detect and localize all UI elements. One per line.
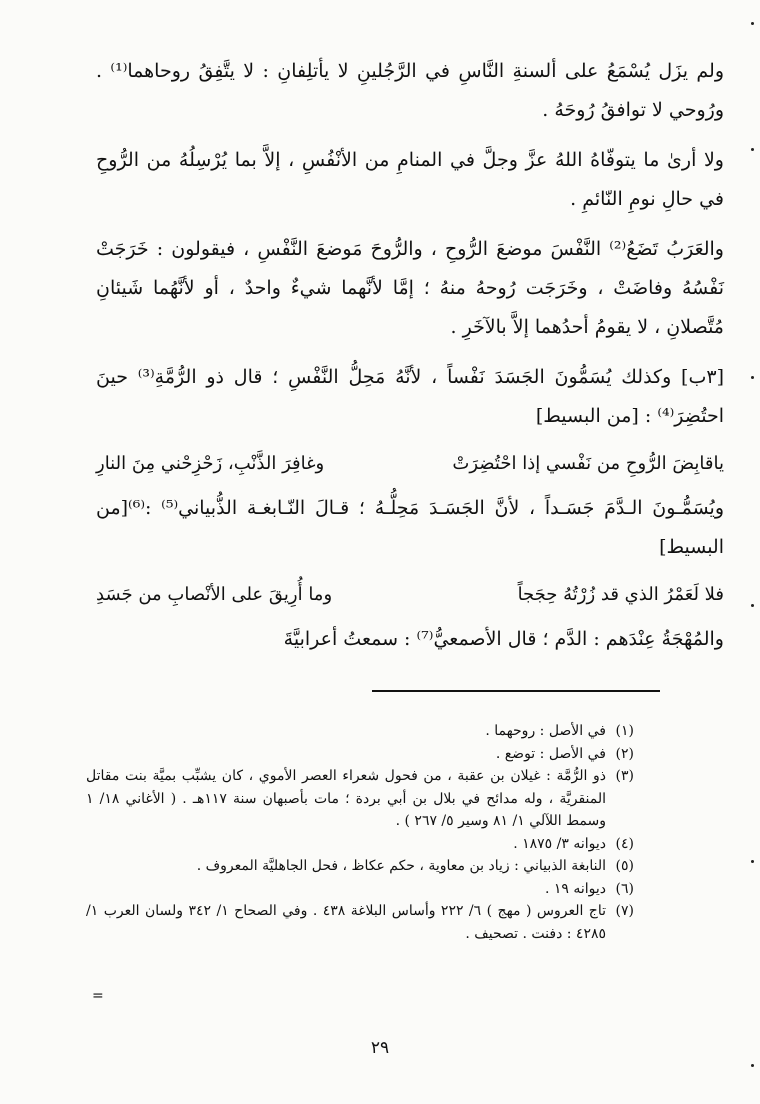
- footnote-text: ديوانه ٣/ ١٨٧٥ .: [513, 835, 606, 852]
- main-text: [96, 52, 724, 659]
- poem-verse: [96, 575, 724, 614]
- footnote-text: في الأصل : روحهما .: [485, 723, 606, 739]
- footnote: [86, 833, 634, 856]
- paragraph: [٣ب] وكذلك يُسَمُّونَ الجَسَدَ نَفْساً ، لأنَّهُ مَحِلُّ النَّفْسِ ؛ قال ذو الرُّمَّةِ⁽³⁾ حينَ احتُضِرَ⁽⁴⁾ : [من البسيط]: [96, 366, 724, 427]
- edge-mark: [751, 1064, 754, 1067]
- paragraph: ولم يزَل يُسْمَعُ على ألسنةِ النَّاسِ في الرَّجُلينِ لا يأتلِفانِ : لا يتَّفِقُ روحاهما⁽¹⁾ . ورُوحي لا توافقُ رُوحَهُ .: [96, 60, 724, 121]
- footnote-separator: [372, 690, 660, 692]
- footnote: [86, 743, 634, 766]
- edge-mark: [751, 376, 754, 379]
- footnote-number: (٣): [615, 768, 634, 784]
- edge-mark: [751, 860, 754, 863]
- poem-verse: [96, 444, 724, 483]
- footnote-number: (٦): [615, 880, 634, 897]
- verse-first-hemistich: فلا لَعَمْرُ الذي قد زُرْتُهُ حِجَجاً: [517, 584, 724, 605]
- footnote-text: تاج العروس ( مهج ) ٦/ ٢٢٢ وأساس البلاغة ٤٣٨ . وفي الصحاح ١/ ٣٤٢ ولسان العرب ١/ ٤٢٨٥ : دفنت . تصحيف .: [86, 903, 607, 942]
- footnote-number: (٥): [615, 858, 634, 874]
- footnote: [86, 878, 634, 901]
- verse-second-hemistich: وما أُرِيقَ على الأنْصابِ من جَسَدِ: [96, 584, 333, 605]
- footnote-number: (٤): [615, 835, 634, 852]
- paragraph: والعَرَبُ تَضَعُ⁽²⁾ النَّفْسَ موضعَ الرُّوحِ ، والرُّوحَ مَوضعَ النَّفْسِ ، فيقولون : خَرَجَتْ نَفْسُهُ وفاضَتْ ، وخَرَجَت رُوحهُ منهُ ؛ إمَّا لأنَّهما شيءٌ واحدٌ ، أو لأنَّهُما شَيئانِ مُتَّصلانِ ، لا يقومُ أحدُهما إلاَّ بالآخَرِ .: [96, 238, 724, 338]
- paragraph: ويُسَمُّـونَ الـدَّمَ جَسَـداً ، لأنَّ الجَسَـدَ مَحِلُّـهُ ؛ قـالَ النّـابغـة الذُّبياني⁽⁵⁾ :⁽⁶⁾[من البسيط]: [96, 497, 725, 558]
- footnotes: [86, 720, 634, 945]
- edge-mark: [751, 148, 754, 151]
- footnote: [86, 855, 634, 878]
- footnote-text: ذو الرُّمَّة : غيلان بن عقبة ، من فحول شعراء العصر الأموي ، كان يشبِّب بميَّة بنت مقاتل المنقريَّة ، وله مدائح في بلال بن أبي بردة ؛ مات بأصبهان سنة ١١٧هـ . ( الأغاني ١٨/ ١ وسمط اللآلي ١/ ٨١ وسير ٥/ ٢٦٧ ) .: [86, 768, 606, 829]
- footnote: [86, 900, 634, 945]
- verse-first-hemistich: ياقابِضَ الرُّوحِ من نَفْسي إذا احْتُضِرَتْ: [452, 453, 724, 474]
- paragraph: ولا أرىٰ ما يتوفّاهُ اللهُ عزَّ وجلَّ في المنامِ من الأنْفُسِ ، إلاَّ بما يُرْسِلُهُ من الرُّوحِ في حالِ نومِ النّائمِ .: [96, 149, 724, 210]
- continuation-mark: =: [92, 988, 104, 1004]
- page-number: ٢٩: [370, 1038, 390, 1058]
- paragraph: والمُهْجَةُ عِنْدَهم : الدَّم ؛ قال الأصمعيُّ⁽⁷⁾ : سمعتُ أعرابيَّةَ: [283, 628, 724, 650]
- edge-mark: [751, 604, 754, 607]
- footnote: [86, 720, 634, 743]
- verse-second-hemistich: وغافِرَ الذَّنْبِ، زَحْزِحْني مِنَ النارِ: [96, 453, 325, 474]
- footnote-number: (٧): [615, 903, 634, 919]
- footnote-text: ديوانه ١٩ .: [544, 880, 606, 897]
- footnote-number: (١): [615, 723, 634, 739]
- footnote-text: النابغة الذبياني : زياد بن معاوية ، حكم عكاظ ، فحل الجاهليَّة المعروف .: [196, 858, 606, 874]
- footnote-text: في الأصل : توضع .: [495, 745, 606, 762]
- edge-mark: [751, 22, 754, 25]
- footnote: [86, 765, 634, 833]
- footnote-number: (٢): [615, 745, 634, 762]
